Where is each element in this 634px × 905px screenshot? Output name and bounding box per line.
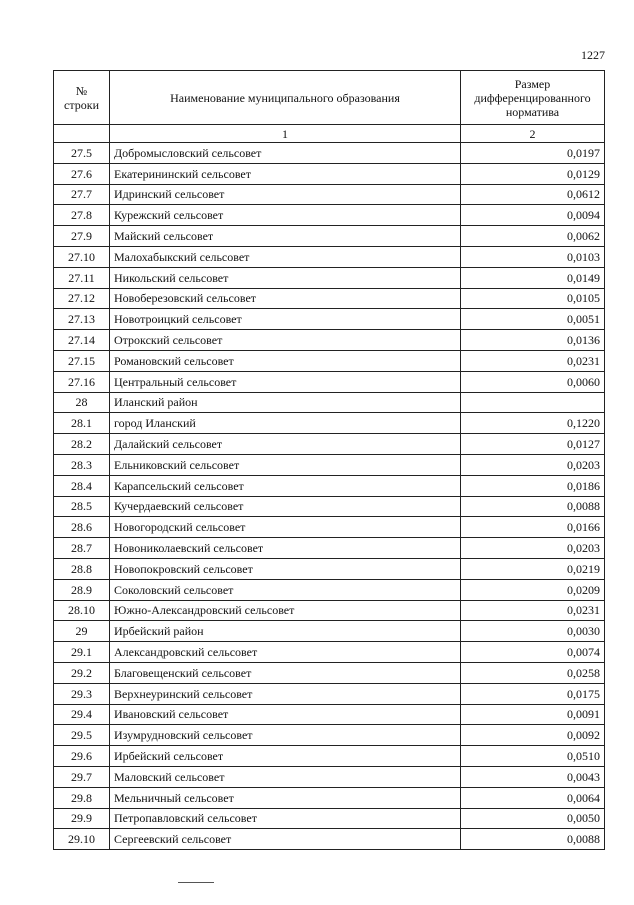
normative-value-cell: 0,0149 xyxy=(461,267,605,288)
municipality-name-cell: город Иланский xyxy=(110,413,461,434)
row-number-cell: 27.10 xyxy=(54,246,110,267)
normative-value-cell: 0,0051 xyxy=(461,309,605,330)
municipality-name-cell: Курежский сельсовет xyxy=(110,205,461,226)
municipality-name-cell: Мельничный сельсовет xyxy=(110,787,461,808)
municipality-name-cell: Сергеевский сельсовет xyxy=(110,829,461,850)
municipality-name-cell: Петропавловский сельсовет xyxy=(110,808,461,829)
municipality-name-cell: Ельниковский сельсовет xyxy=(110,454,461,475)
municipality-name-cell: Никольский сельсовет xyxy=(110,267,461,288)
header-normative-line2: дифференцированного xyxy=(474,90,591,105)
municipality-name-cell: Далайский сельсовет xyxy=(110,434,461,455)
row-number-cell: 29.1 xyxy=(54,642,110,663)
municipality-name-cell: Центральный сельсовет xyxy=(110,371,461,392)
normative-value-cell: 0,0091 xyxy=(461,704,605,725)
table-row xyxy=(54,579,605,600)
row-number-cell: 27.8 xyxy=(54,205,110,226)
row-number-cell: 28.6 xyxy=(54,517,110,538)
header-row-number-line1: № xyxy=(75,83,88,98)
municipality-name-cell: Екатерининский сельсовет xyxy=(110,163,461,184)
normative-value-cell: 0,0129 xyxy=(461,163,605,184)
table-row xyxy=(54,558,605,579)
table-row xyxy=(54,392,605,413)
table-row xyxy=(54,662,605,683)
normative-value-cell: 0,0510 xyxy=(461,746,605,767)
municipality-name-cell: Карапсельский сельсовет xyxy=(110,475,461,496)
normative-value-cell: 0,0231 xyxy=(461,600,605,621)
table-row xyxy=(54,434,605,455)
municipality-name-cell: Малохабыкский сельсовет xyxy=(110,246,461,267)
row-number-cell: 27.13 xyxy=(54,309,110,330)
table-row xyxy=(54,787,605,808)
table-row xyxy=(54,205,605,226)
normative-value-cell: 0,0612 xyxy=(461,184,605,205)
normative-value-cell: 0,0136 xyxy=(461,330,605,351)
municipality-name-cell: Новониколаевский сельсовет xyxy=(110,538,461,559)
row-number-cell: 29.5 xyxy=(54,725,110,746)
municipality-name-cell: Благовещенский сельсовет xyxy=(110,662,461,683)
table-body xyxy=(54,143,605,850)
normative-value-cell: 0,1220 xyxy=(461,413,605,434)
row-number-cell: 27.12 xyxy=(54,288,110,309)
table-row xyxy=(54,725,605,746)
table-row xyxy=(54,143,605,164)
row-number-cell: 29.9 xyxy=(54,808,110,829)
table-row xyxy=(54,808,605,829)
municipality-name-cell: Новопокровский сельсовет xyxy=(110,558,461,579)
normative-value-cell xyxy=(461,392,605,413)
header-row-number xyxy=(54,71,110,125)
normative-value-cell: 0,0030 xyxy=(461,621,605,642)
table-row xyxy=(54,163,605,184)
normative-value-cell: 0,0209 xyxy=(461,579,605,600)
row-number-cell: 27.15 xyxy=(54,350,110,371)
municipality-name-cell: Новогородский сельсовет xyxy=(110,517,461,538)
normative-value-cell: 0,0092 xyxy=(461,725,605,746)
normative-value-cell: 0,0043 xyxy=(461,766,605,787)
row-number-cell: 28 xyxy=(54,392,110,413)
row-number-cell: 29.2 xyxy=(54,662,110,683)
municipality-name-cell: Идринский сельсовет xyxy=(110,184,461,205)
municipality-name-cell: Маловский сельсовет xyxy=(110,766,461,787)
table-header-row xyxy=(54,71,605,125)
normative-value-cell: 0,0105 xyxy=(461,288,605,309)
normative-value-cell: 0,0050 xyxy=(461,808,605,829)
header-municipality-name: Наименование муниципального образования xyxy=(110,71,461,125)
page-number: 1227 xyxy=(581,48,605,62)
municipality-name-cell: Кучердаевский сельсовет xyxy=(110,496,461,517)
normative-value-cell: 0,0074 xyxy=(461,642,605,663)
table-row xyxy=(54,704,605,725)
table-row xyxy=(54,454,605,475)
header-normative-line3: норматива xyxy=(505,104,560,119)
table-row xyxy=(54,226,605,247)
normative-value-cell: 0,0166 xyxy=(461,517,605,538)
row-number-cell: 28.7 xyxy=(54,538,110,559)
normative-value-cell: 0,0186 xyxy=(461,475,605,496)
normative-value-cell: 0,0175 xyxy=(461,683,605,704)
table-row xyxy=(54,766,605,787)
table-row xyxy=(54,683,605,704)
municipality-name-cell: Отрокский сельсовет xyxy=(110,330,461,351)
normative-value-cell: 0,0103 xyxy=(461,246,605,267)
header-normative-line1: Размер xyxy=(514,76,551,91)
table-row xyxy=(54,829,605,850)
column-index-value: 2 xyxy=(461,125,605,143)
header-normative-size xyxy=(461,71,605,125)
table-row xyxy=(54,267,605,288)
municipality-name-cell: Романовский сельсовет xyxy=(110,350,461,371)
row-number-cell: 28.2 xyxy=(54,434,110,455)
row-number-cell: 27.7 xyxy=(54,184,110,205)
row-number-cell: 27.14 xyxy=(54,330,110,351)
normative-value-cell: 0,0088 xyxy=(461,496,605,517)
table-row xyxy=(54,330,605,351)
normative-value-cell: 0,0203 xyxy=(461,538,605,559)
table-row xyxy=(54,371,605,392)
row-number-cell: 29 xyxy=(54,621,110,642)
normative-value-cell: 0,0064 xyxy=(461,787,605,808)
row-number-cell: 28.10 xyxy=(54,600,110,621)
row-number-cell: 27.5 xyxy=(54,143,110,164)
table-row xyxy=(54,600,605,621)
table-row xyxy=(54,746,605,767)
normative-value-cell: 0,0203 xyxy=(461,454,605,475)
column-index-name: 1 xyxy=(110,125,461,143)
table-row xyxy=(54,642,605,663)
table-row xyxy=(54,309,605,330)
row-number-cell: 28.3 xyxy=(54,454,110,475)
municipality-name-cell: Новотроицкий сельсовет xyxy=(110,309,461,330)
table-row xyxy=(54,413,605,434)
row-number-cell: 28.5 xyxy=(54,496,110,517)
row-number-cell: 27.11 xyxy=(54,267,110,288)
row-number-cell: 29.6 xyxy=(54,746,110,767)
table-row xyxy=(54,288,605,309)
table-row xyxy=(54,621,605,642)
table-row xyxy=(54,496,605,517)
table-row xyxy=(54,517,605,538)
municipality-name-cell: Новоберезовский сельсовет xyxy=(110,288,461,309)
municipality-name-cell: Добромысловский сельсовет xyxy=(110,143,461,164)
normative-value-cell: 0,0231 xyxy=(461,350,605,371)
normative-value-cell: 0,0062 xyxy=(461,226,605,247)
table-row xyxy=(54,538,605,559)
row-number-cell: 27.16 xyxy=(54,371,110,392)
table-row xyxy=(54,475,605,496)
municipality-name-cell: Верхнеуринский сельсовет xyxy=(110,683,461,704)
municipality-name-cell: Ирбейский сельсовет xyxy=(110,746,461,767)
row-number-cell: 28.8 xyxy=(54,558,110,579)
row-number-cell: 29.8 xyxy=(54,787,110,808)
municipality-name-cell: Александровский сельсовет xyxy=(110,642,461,663)
scan-mark-line xyxy=(178,882,214,883)
table-row xyxy=(54,350,605,371)
row-number-cell: 27.6 xyxy=(54,163,110,184)
municipality-name-cell: Соколовский сельсовет xyxy=(110,579,461,600)
municipality-name-cell: Ирбейский район xyxy=(110,621,461,642)
column-index-row xyxy=(54,125,605,143)
normative-value-cell: 0,0060 xyxy=(461,371,605,392)
normative-value-cell: 0,0088 xyxy=(461,829,605,850)
row-number-cell: 29.3 xyxy=(54,683,110,704)
municipality-name-cell: Иланский район xyxy=(110,392,461,413)
municipality-name-cell: Ивановский сельсовет xyxy=(110,704,461,725)
row-number-cell: 29.7 xyxy=(54,766,110,787)
municipality-name-cell: Изумрудновский сельсовет xyxy=(110,725,461,746)
municipality-name-cell: Южно-Александровский сельсовет xyxy=(110,600,461,621)
normative-value-cell: 0,0127 xyxy=(461,434,605,455)
normative-value-cell: 0,0094 xyxy=(461,205,605,226)
header-row-number-line2: строки xyxy=(64,97,99,112)
normative-value-cell: 0,0258 xyxy=(461,662,605,683)
normatives-table xyxy=(53,70,605,850)
table-row xyxy=(54,246,605,267)
municipality-name-cell: Майский сельсовет xyxy=(110,226,461,247)
row-number-cell: 29.4 xyxy=(54,704,110,725)
column-index-empty xyxy=(54,125,110,143)
row-number-cell: 28.4 xyxy=(54,475,110,496)
row-number-cell: 29.10 xyxy=(54,829,110,850)
row-number-cell: 28.9 xyxy=(54,579,110,600)
row-number-cell: 27.9 xyxy=(54,226,110,247)
table-row xyxy=(54,184,605,205)
normative-value-cell: 0,0197 xyxy=(461,143,605,164)
row-number-cell: 28.1 xyxy=(54,413,110,434)
normative-value-cell: 0,0219 xyxy=(461,558,605,579)
